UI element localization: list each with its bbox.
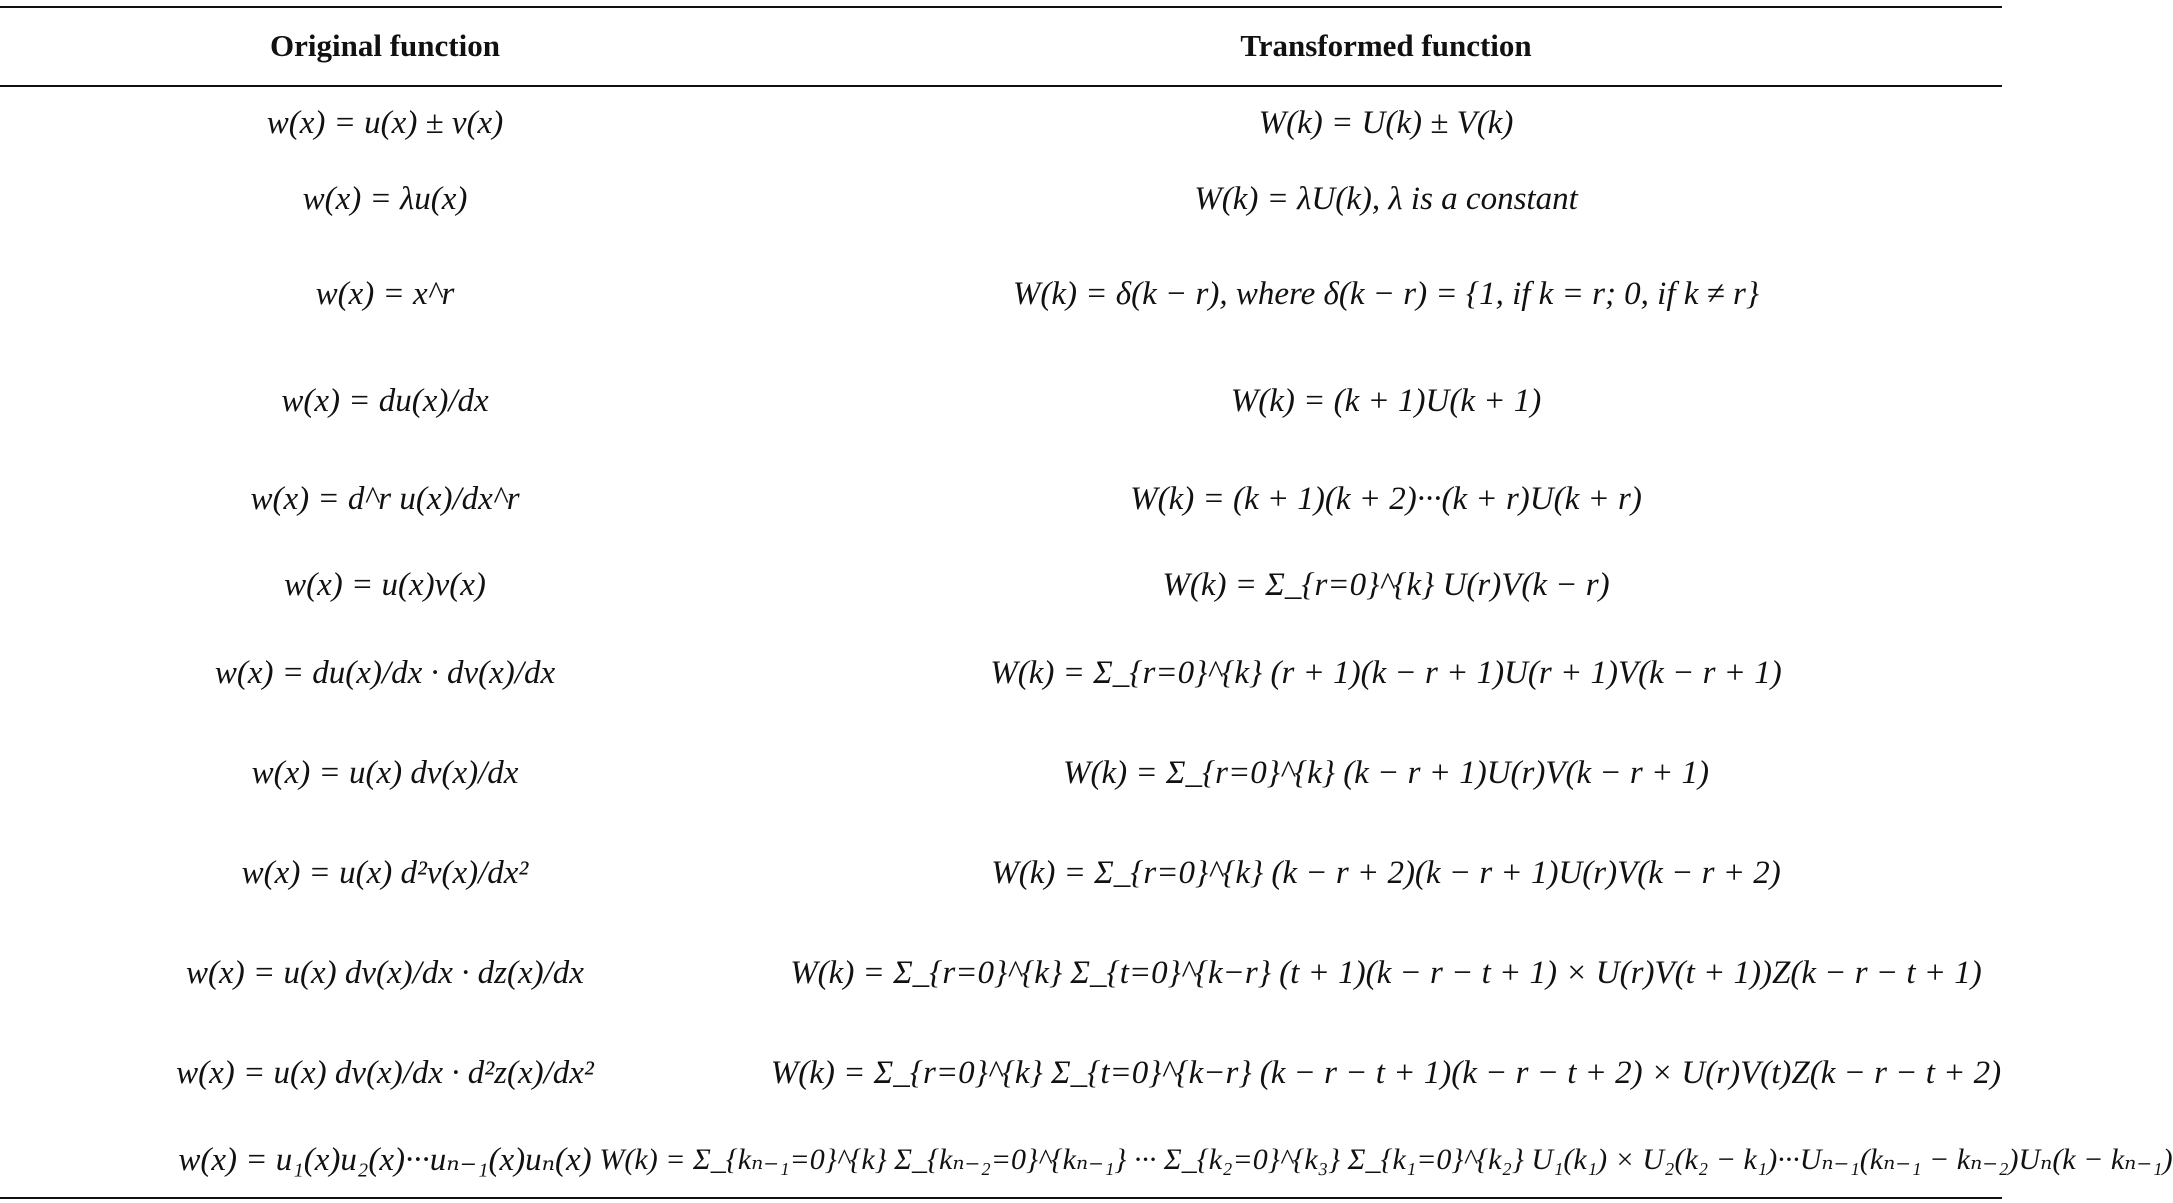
table-row xyxy=(0,1134,2173,1184)
top-rule xyxy=(0,6,2002,8)
table-row xyxy=(0,360,2002,442)
original-cell: w(x) = u(x) dv(x)/dx · dz(x)/dx xyxy=(186,954,584,991)
table-row xyxy=(0,560,2002,610)
transformed-cell: W(k) = Σ_{r=0}^{k} (k − r + 2)(k − r + 1)U(r)V(k − r + 2) xyxy=(991,854,1781,891)
transformed-cell: W(k) = δ(k − r), where δ(k − r) = {1, if k = r; 0, if k ≠ r} xyxy=(1012,275,1760,312)
original-cell: w(x) = d^r u(x)/dx^r xyxy=(250,480,520,517)
table-row xyxy=(0,832,2002,914)
original-cell: w(x) = du(x)/dx · dv(x)/dx xyxy=(214,654,556,691)
bottom-rule xyxy=(0,1197,2002,1199)
transformed-cell: W(k) = Σ_{r=0}^{k} (r + 1)(k − r + 1)U(r + 1)V(k − r + 1) xyxy=(990,654,1782,691)
table-row xyxy=(0,1032,2002,1114)
transformed-cell: W(k) = Σ_{r=0}^{k} Σ_{t=0}^{k−r} (t + 1)(k − r − t + 1) × U(r)V(t + 1))Z(k − r − t + 1) xyxy=(790,954,1982,991)
original-cell: w(x) = x^r xyxy=(315,275,455,312)
transformed-cell: W(k) = U(k) ± V(k) xyxy=(1258,104,1514,141)
transformed-cell: W(k) = (k + 1)(k + 2)···(k + r)U(k + r) xyxy=(1130,480,1642,517)
original-cell: w(x) = u₁(x)u₂(x)···uₙ₋₁(x)uₙ(x) xyxy=(178,1142,592,1178)
original-cell: w(x) = u(x) d²v(x)/dx² xyxy=(241,854,529,891)
table-row xyxy=(0,632,2002,714)
original-cell: w(x) = u(x) dv(x)/dx xyxy=(251,754,519,791)
original-cell: w(x) = u(x) ± v(x) xyxy=(266,104,504,141)
original-cell: w(x) = u(x) dv(x)/dx · d²z(x)/dx² xyxy=(176,1054,594,1091)
table-row xyxy=(0,932,2002,1014)
original-cell: w(x) = λu(x) xyxy=(302,180,468,217)
transformed-cell: W(k) = λU(k), λ is a constant xyxy=(1194,180,1578,217)
table-row xyxy=(0,732,2002,814)
table-row xyxy=(0,98,2002,148)
table-row xyxy=(0,248,2002,340)
header-original: Original function xyxy=(270,28,500,63)
transformed-cell: W(k) = Σ_{r=0}^{k} Σ_{t=0}^{k−r} (k − r − t + 1)(k − r − t + 2) × U(r)V(t)Z(k − r − t + 2) xyxy=(770,1054,2002,1091)
transformed-cell: W(k) = Σ_{r=0}^{k} U(r)V(k − r) xyxy=(1162,566,1610,603)
original-cell: w(x) = u(x)v(x) xyxy=(284,566,486,603)
transformed-cell: W(k) = (k + 1)U(k + 1) xyxy=(1230,382,1542,419)
table-row xyxy=(0,458,2002,540)
header-transformed: Transformed function xyxy=(1240,28,1532,63)
original-cell: w(x) = du(x)/dx xyxy=(281,382,489,419)
transformed-cell: W(k) = Σ_{r=0}^{k} (k − r + 1)U(r)V(k − r + 1) xyxy=(1062,754,1710,791)
header-rule xyxy=(0,85,2002,87)
table-row xyxy=(0,174,2002,224)
transformed-cell: W(k) = Σ_{kₙ₋₁=0}^{k} Σ_{kₙ₋₂=0}^{kₙ₋₁} ··· Σ_{k₂=0}^{k₃} Σ_{k₁=0}^{k₂} U₁(k₁) × U₂(k₂ − k₁)···Uₙ₋₁(kₙ₋₁ − kₙ₋₂)Uₙ(k − kₙ₋₁) xyxy=(599,1142,2173,1176)
